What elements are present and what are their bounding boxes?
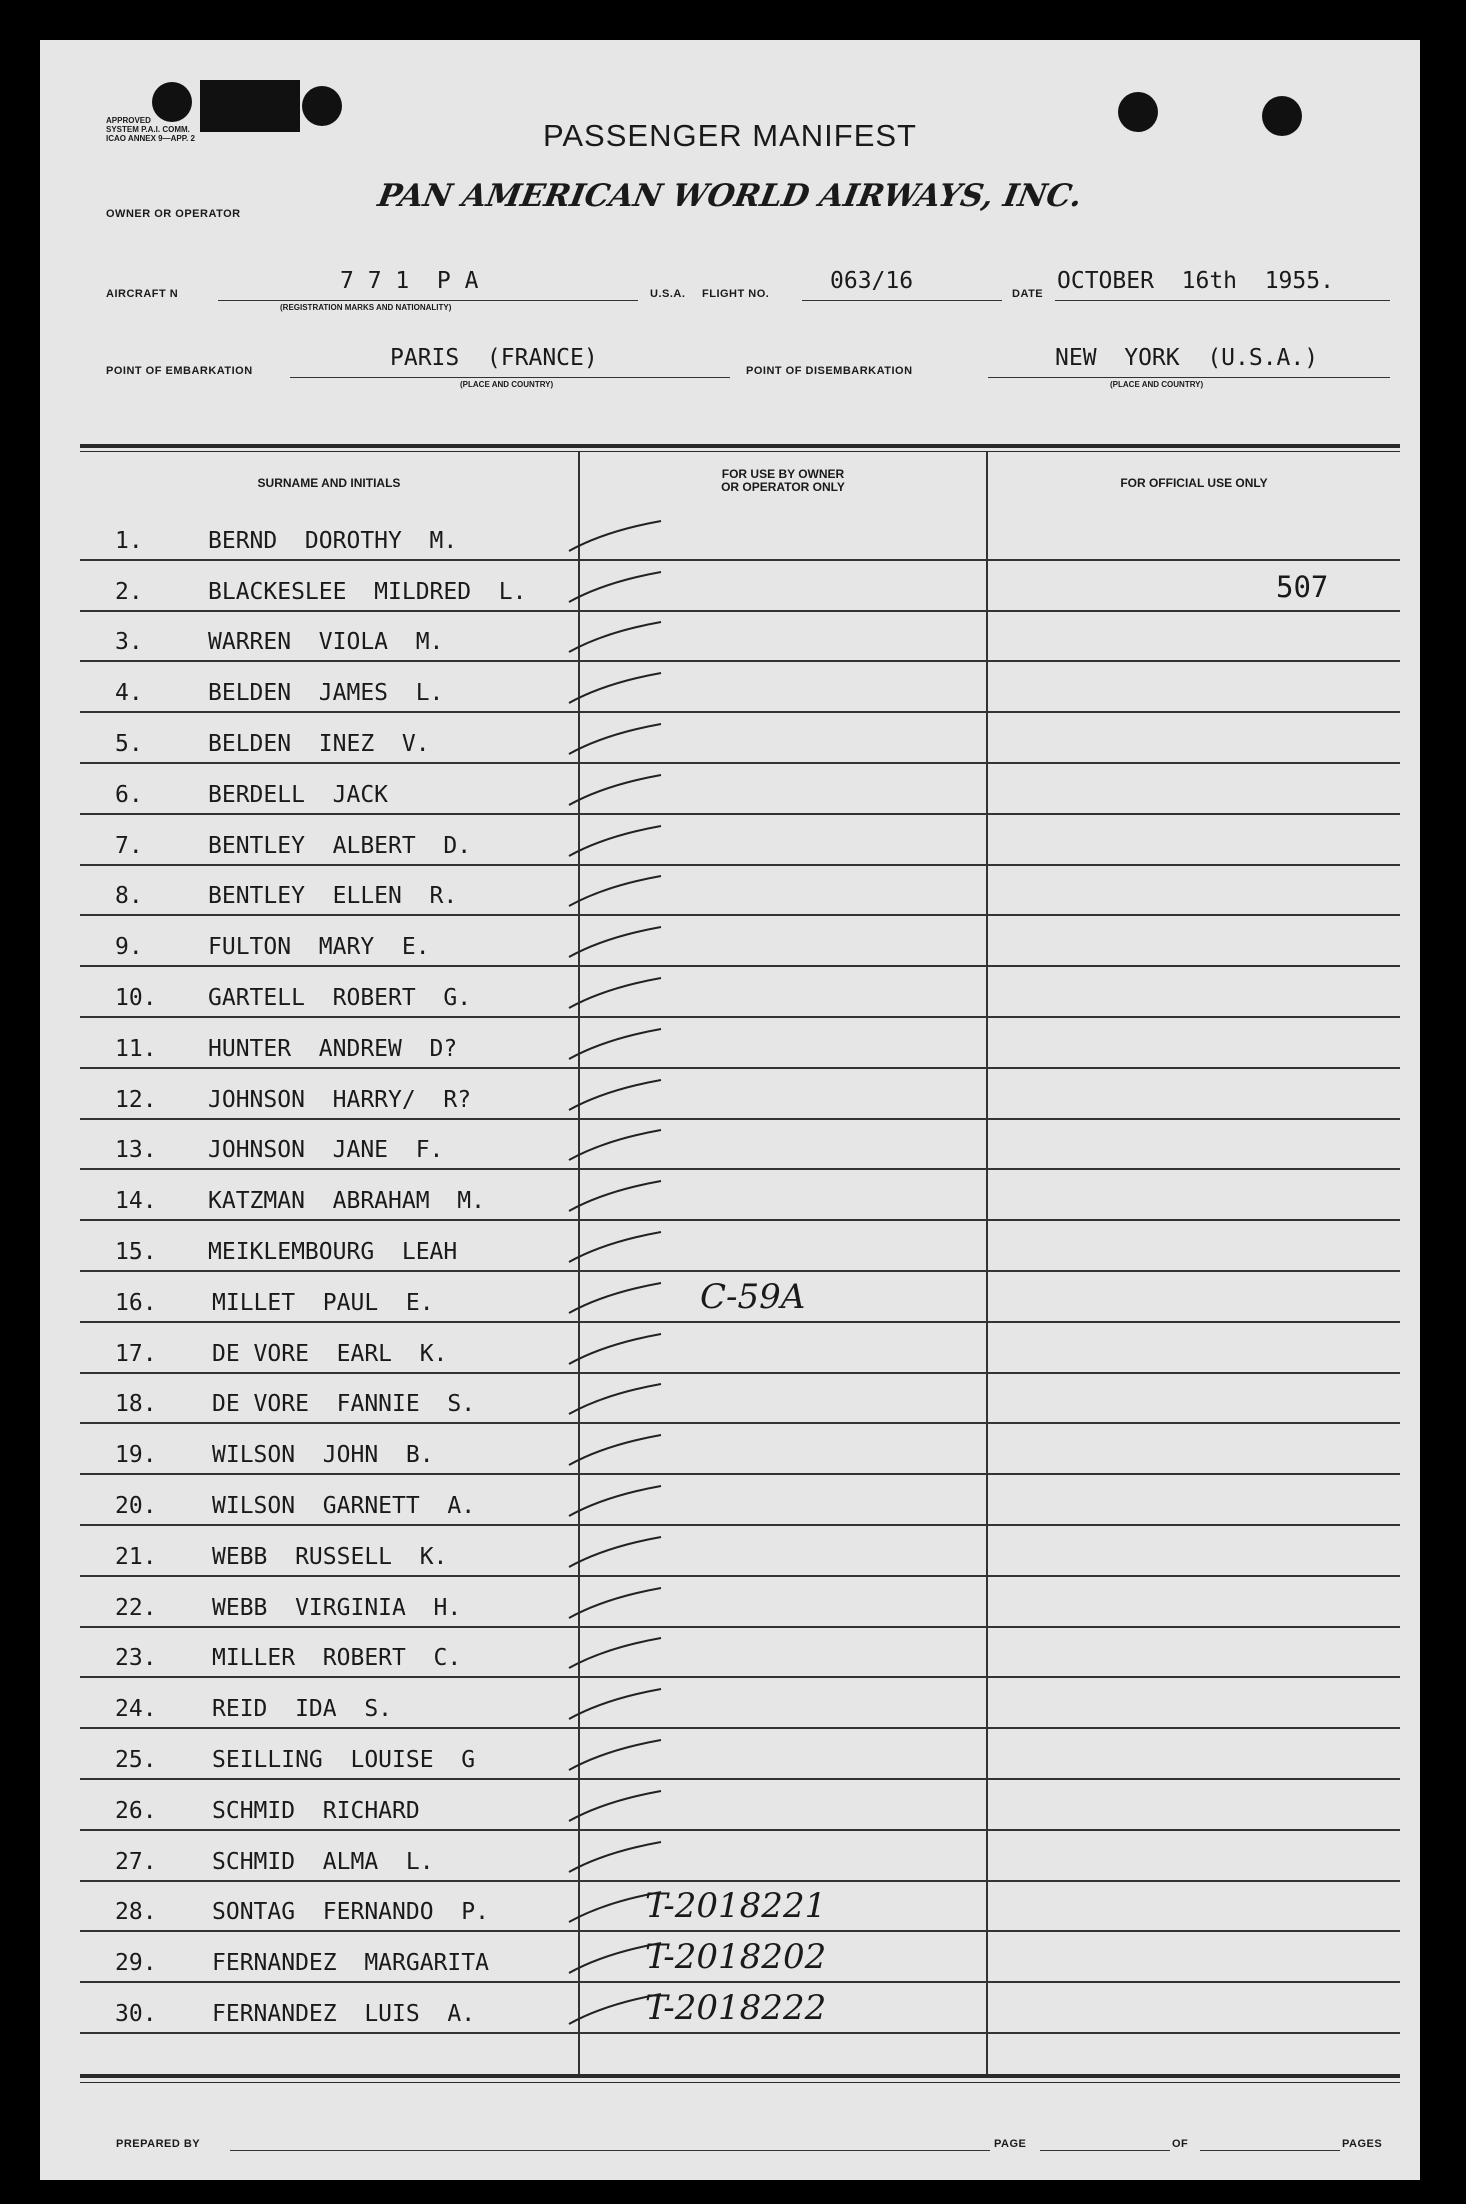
- column-header-owner: [580, 468, 986, 494]
- row-number: 4.: [115, 680, 143, 707]
- owner-label: OWNER OR OPERATOR: [106, 208, 241, 220]
- row-rule: [80, 1321, 1400, 1323]
- passenger-name: HUNTER ANDREW D?: [208, 1035, 458, 1062]
- check-mark-icon: [565, 568, 675, 608]
- aircraft-value: 7 7 1 P A: [340, 268, 479, 294]
- row-rule: [80, 660, 1400, 662]
- check-mark-icon: [565, 1736, 675, 1776]
- row-rule: [80, 2032, 1400, 2034]
- check-mark-icon: [565, 1228, 675, 1268]
- row-rule: [80, 965, 1400, 967]
- row-rule: [80, 1778, 1400, 1780]
- disembark-label: POINT OF DISEMBARKATION: [746, 365, 913, 377]
- passenger-name: WARREN VIOLA M.: [208, 629, 444, 656]
- passenger-name: JOHNSON HARRY/ R?: [208, 1086, 472, 1113]
- row-rule: [80, 610, 1400, 612]
- disembark-value: NEW YORK (U.S.A.): [1055, 345, 1319, 371]
- column-header-owner-line: OR OPERATOR ONLY: [721, 480, 845, 494]
- check-mark-icon: [565, 1025, 675, 1065]
- row-number: 7.: [115, 832, 143, 859]
- row-number: 18.: [115, 1391, 157, 1418]
- passenger-name: SONTAG FERNANDO P.: [212, 1899, 489, 1926]
- date-value: OCTOBER 16th 1955.: [1057, 268, 1334, 294]
- passenger-name: WILSON JOHN B.: [212, 1442, 434, 1469]
- row-number: 27.: [115, 1848, 157, 1875]
- row-number: 2.: [115, 578, 143, 605]
- passenger-name: DE VORE EARL K.: [212, 1340, 448, 1367]
- of-label: OF: [1172, 2138, 1189, 2150]
- passenger-name: BERDELL JACK: [208, 781, 389, 808]
- row-rule: [80, 1880, 1400, 1882]
- check-mark-icon: [565, 771, 675, 811]
- row-number: 11.: [115, 1035, 157, 1062]
- row-rule: [80, 1575, 1400, 1577]
- passenger-name: DE VORE FANNIE S.: [212, 1391, 476, 1418]
- approval-line: ICAO ANNEX 9—APP. 2: [106, 134, 195, 143]
- row-number: 6.: [115, 781, 143, 808]
- row-rule: [80, 1372, 1400, 1374]
- row-rule: [80, 1016, 1400, 1018]
- ticket-number: T-2018221: [645, 1886, 827, 1927]
- passenger-name: FERNANDEZ LUIS A.: [212, 2001, 476, 2027]
- owner-value: PAN AMERICAN WORLD AIRWAYS, INC.: [375, 178, 1085, 214]
- passenger-name: SCHMID RICHARD: [212, 1797, 420, 1824]
- row-number: 30.: [115, 2001, 157, 2027]
- check-mark-icon: [565, 923, 675, 963]
- check-mark-icon: [565, 872, 675, 912]
- embark-label: POINT OF EMBARKATION: [106, 365, 253, 377]
- page-title: PASSENGER MANIFEST: [543, 118, 917, 153]
- row-number: 21.: [115, 1543, 157, 1570]
- row-number: 19.: [115, 1442, 157, 1469]
- row-rule: [80, 1626, 1400, 1628]
- manifest-sheet: [40, 40, 1420, 2180]
- check-mark-icon: [565, 974, 675, 1014]
- check-mark-icon: [565, 1076, 675, 1116]
- passenger-name: MILLET PAUL E.: [212, 1289, 434, 1316]
- passenger-name: BERND DOROTHY M.: [208, 527, 458, 554]
- check-mark-icon: [565, 1634, 675, 1674]
- official-value: 507: [1276, 569, 1329, 604]
- row-number: 25.: [115, 1747, 157, 1773]
- check-mark-icon: [565, 1330, 675, 1370]
- check-mark-icon: [565, 1533, 675, 1573]
- check-mark-icon: [565, 1787, 675, 1827]
- passenger-name: SEILLING LOUISE G: [212, 1747, 476, 1773]
- row-number: 3.: [115, 629, 143, 656]
- row-rule: [80, 864, 1400, 866]
- row-number: 23.: [115, 1645, 157, 1672]
- row-rule: [80, 1524, 1400, 1526]
- row-rule: [80, 1118, 1400, 1120]
- row-rule: [80, 1219, 1400, 1221]
- date-label: DATE: [1012, 288, 1044, 300]
- check-mark-icon: [565, 1431, 675, 1471]
- row-number: 29.: [115, 1950, 157, 1977]
- embark-note: (PLACE AND COUNTRY): [460, 380, 554, 389]
- check-mark-icon: [565, 1126, 675, 1166]
- row-number: 17.: [115, 1340, 157, 1367]
- column-header-name: SURNAME AND INITIALS: [257, 476, 401, 490]
- check-mark-icon: [565, 720, 675, 760]
- row-number: 22.: [115, 1594, 157, 1621]
- ticket-number: C-59A: [700, 1276, 806, 1317]
- column-header-owner-line: FOR USE BY OWNER: [721, 467, 845, 481]
- ticket-number: T-2018202: [645, 1937, 827, 1978]
- usa-label: U.S.A.: [650, 288, 686, 300]
- aircraft-label: AIRCRAFT N: [106, 288, 179, 300]
- passenger-name: MILLER ROBERT C.: [212, 1645, 462, 1672]
- passenger-name: FERNANDEZ MARGARITA: [212, 1950, 489, 1977]
- passenger-name: WILSON GARNETT A.: [212, 1493, 476, 1519]
- check-mark-icon: [565, 1482, 675, 1522]
- check-mark-icon: [565, 822, 675, 862]
- passenger-name: KATZMAN ABRAHAM M.: [208, 1188, 485, 1215]
- embark-value: PARIS (FRANCE): [390, 345, 598, 371]
- approval-line: SYSTEM P.A.I. COMM.: [106, 125, 190, 134]
- check-mark-icon: [565, 1177, 675, 1217]
- passenger-name: GARTELL ROBERT G.: [208, 985, 472, 1011]
- row-number: 9.: [115, 934, 143, 961]
- check-mark-icon: [565, 1838, 675, 1878]
- row-number: 1.: [115, 527, 143, 554]
- check-mark-icon: [565, 1380, 675, 1420]
- row-number: 10.: [115, 985, 157, 1011]
- passenger-name: SCHMID ALMA L.: [212, 1848, 434, 1875]
- passenger-name: BENTLEY ELLEN R.: [208, 883, 458, 910]
- approval-line: APPROVED: [106, 116, 151, 125]
- passenger-name: MEIKLEMBOURG LEAH: [208, 1239, 458, 1265]
- pages-label: PAGES: [1342, 2138, 1383, 2150]
- row-number: 15.: [115, 1239, 157, 1265]
- flight-label: FLIGHT NO.: [702, 288, 770, 300]
- passenger-name: BLACKESLEE MILDRED L.: [208, 578, 527, 605]
- row-number: 5.: [115, 731, 143, 757]
- passenger-name: WEBB VIRGINIA H.: [212, 1594, 462, 1621]
- flight-value: 063/16: [830, 268, 914, 294]
- row-number: 14.: [115, 1188, 157, 1215]
- passenger-name: FULTON MARY E.: [208, 934, 430, 961]
- row-number: 24.: [115, 1696, 157, 1723]
- row-rule: [80, 1168, 1400, 1170]
- row-rule: [80, 813, 1400, 815]
- passenger-name: REID IDA S.: [212, 1696, 393, 1723]
- prepared-label: PREPARED BY: [116, 2138, 201, 2150]
- row-rule: [80, 1676, 1400, 1678]
- row-rule: [80, 1270, 1400, 1272]
- row-number: 20.: [115, 1493, 157, 1519]
- row-number: 12.: [115, 1086, 157, 1113]
- ticket-number: T-2018222: [645, 1988, 827, 2028]
- passenger-name: BELDEN INEZ V.: [208, 731, 430, 757]
- check-mark-icon: [565, 517, 675, 557]
- row-rule: [80, 711, 1400, 713]
- row-number: 26.: [115, 1797, 157, 1824]
- row-rule: [80, 1829, 1400, 1831]
- disembark-note: (PLACE AND COUNTRY): [1110, 380, 1204, 389]
- check-mark-icon: [565, 1685, 675, 1725]
- check-mark-icon: [565, 618, 675, 658]
- passenger-name: WEBB RUSSELL K.: [212, 1543, 448, 1570]
- aircraft-note: (REGISTRATION MARKS AND NATIONALITY): [280, 303, 452, 312]
- row-rule: [80, 559, 1400, 561]
- passenger-name: JOHNSON JANE F.: [208, 1137, 444, 1164]
- row-number: 28.: [115, 1899, 157, 1926]
- page-label: PAGE: [994, 2138, 1027, 2150]
- row-rule: [80, 1930, 1400, 1932]
- check-mark-icon: [565, 669, 675, 709]
- check-mark-icon: [565, 1584, 675, 1624]
- row-number: 13.: [115, 1137, 157, 1164]
- row-rule: [80, 1422, 1400, 1424]
- check-mark-icon: [565, 1279, 675, 1319]
- column-header-official: FOR OFFICIAL USE ONLY: [1120, 476, 1268, 490]
- row-rule: [80, 762, 1400, 764]
- row-number: 16.: [115, 1289, 157, 1316]
- row-number: 8.: [115, 883, 143, 910]
- row-rule: [80, 1067, 1400, 1069]
- row-rule: [80, 914, 1400, 916]
- row-rule: [80, 1727, 1400, 1729]
- passenger-name: BENTLEY ALBERT D.: [208, 832, 472, 859]
- row-rule: [80, 1981, 1400, 1983]
- passenger-name: BELDEN JAMES L.: [208, 680, 444, 707]
- row-rule: [80, 1473, 1400, 1475]
